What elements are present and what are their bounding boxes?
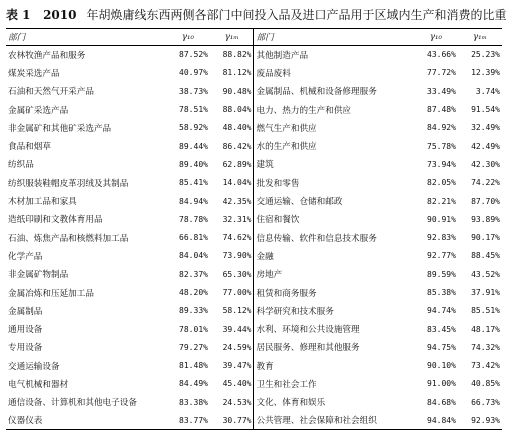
left-gamma-im-value: 74.62% bbox=[222, 233, 252, 243]
left-gamma-io-value: 78.51% bbox=[179, 105, 208, 115]
right-gamma-io-value: 73.94% bbox=[427, 159, 456, 169]
right-gamma-im-value: 92.93% bbox=[471, 415, 500, 425]
right-dept-name: 其他制造产品 bbox=[254, 46, 414, 64]
caption-text: 年胡焕庸线东西两侧各部门中间投入品及进口产品用于区域内生产和消费的比重 bbox=[86, 8, 506, 22]
left-dept-name: 石油、炼焦产品和核燃料加工品 bbox=[8, 233, 129, 244]
left-dept-name: 非金属矿物制品 bbox=[8, 270, 69, 281]
left-gamma-im-value: 86.42% bbox=[222, 141, 252, 151]
caption-year: 2010 bbox=[43, 8, 77, 22]
table-body bbox=[6, 46, 502, 430]
right-gamma-io-value: 84.68% bbox=[427, 397, 456, 407]
right-gamma-io-value: 43.66% bbox=[427, 50, 456, 60]
right-dept-name: 住宿和餐饮 bbox=[254, 210, 414, 228]
left-gamma-im-value: 39.44% bbox=[222, 324, 252, 334]
right-gamma-im-value: 42.49% bbox=[471, 141, 500, 151]
right-gamma-io-value: 33.49% bbox=[427, 86, 456, 96]
right-gamma-io-value: 89.59% bbox=[427, 269, 456, 279]
right-gamma-im-value: 42.30% bbox=[471, 159, 500, 169]
left-gamma-im-value: 45.40% bbox=[222, 379, 252, 389]
right-gamma-im-value: 73.42% bbox=[471, 361, 500, 371]
left-gamma-im-value: 88.04% bbox=[222, 105, 252, 115]
right-dept-name: 批发和零售 bbox=[254, 174, 414, 192]
table-row bbox=[6, 100, 502, 118]
header-dept-right: 部门 bbox=[254, 29, 414, 46]
table-row bbox=[6, 192, 502, 210]
table-number bbox=[6, 8, 76, 22]
right-gamma-im-value: 88.45% bbox=[471, 251, 500, 261]
right-dept-name: 水利、环境和公共设施管理 bbox=[254, 320, 414, 338]
left-gamma-io-value: 82.37% bbox=[179, 269, 208, 279]
left-gamma-im-value: 77.00% bbox=[222, 288, 252, 297]
left-dept-name: 金属制品 bbox=[8, 306, 43, 317]
left-gamma-io-value: 83.38% bbox=[179, 397, 208, 407]
table-caption bbox=[6, 5, 506, 25]
left-gamma-io-value: 84.49% bbox=[179, 379, 208, 389]
right-dept-name: 水的生产和供应 bbox=[254, 137, 414, 155]
left-dept-name: 造纸印刷和文教体育用品 bbox=[8, 215, 103, 226]
header-gamma-io-left: γ₁₀ bbox=[181, 32, 194, 42]
left-gamma-io-value: 84.04% bbox=[179, 251, 208, 261]
right-gamma-io-value: 85.38% bbox=[427, 288, 456, 297]
right-dept-name: 信息传输、软件和信息技术服务 bbox=[254, 228, 414, 246]
right-gamma-io-value: 90.91% bbox=[427, 214, 456, 224]
table-row bbox=[6, 228, 502, 246]
left-gamma-im-value: 24.59% bbox=[222, 342, 252, 352]
left-dept-name: 农林牧渔产品和服务 bbox=[8, 50, 86, 61]
right-gamma-im-value: 43.52% bbox=[471, 269, 500, 279]
right-gamma-io-value: 94.84% bbox=[427, 415, 456, 425]
table-row bbox=[6, 155, 502, 173]
right-gamma-io-value: 92.83% bbox=[427, 233, 456, 243]
table-row bbox=[6, 174, 502, 192]
left-dept-name: 专用设备 bbox=[8, 343, 43, 354]
right-dept-name: 电力、热力的生产和供应 bbox=[254, 100, 414, 118]
right-gamma-im-value: 90.17% bbox=[471, 233, 500, 243]
data-table bbox=[6, 28, 502, 430]
left-gamma-io-value: 84.94% bbox=[179, 196, 208, 206]
left-dept-name: 纺织服装鞋帽皮革羽绒及其制品 bbox=[8, 178, 129, 189]
table-row bbox=[6, 247, 502, 265]
right-dept-name: 教育 bbox=[254, 357, 414, 375]
left-gamma-io-value: 66.81% bbox=[179, 233, 208, 243]
left-gamma-io-value: 81.48% bbox=[179, 361, 208, 371]
table-row bbox=[6, 283, 502, 301]
right-gamma-im-value: 66.73% bbox=[471, 397, 500, 407]
left-dept-name: 金属矿采选产品 bbox=[8, 105, 69, 116]
left-dept-name: 木材加工品和家具 bbox=[8, 197, 77, 208]
header-gamma-io-right: γ₁₀ bbox=[429, 32, 442, 42]
right-gamma-io-value: 94.75% bbox=[427, 342, 456, 352]
right-dept-name: 金融 bbox=[254, 247, 414, 265]
left-gamma-io-value: 89.33% bbox=[179, 306, 208, 316]
left-gamma-im-value: 42.35% bbox=[222, 196, 252, 206]
table-row bbox=[6, 82, 502, 100]
right-dept-name: 科学研究和技术服务 bbox=[254, 302, 414, 320]
right-gamma-io-value: 82.05% bbox=[427, 178, 456, 188]
left-gamma-im-value: 48.40% bbox=[222, 123, 252, 133]
right-gamma-io-value: 83.45% bbox=[427, 324, 456, 334]
left-dept-name: 通用设备 bbox=[8, 325, 43, 336]
right-dept-name: 卫生和社会工作 bbox=[254, 375, 414, 393]
table-row bbox=[6, 320, 502, 338]
right-gamma-im-value: 74.32% bbox=[471, 342, 500, 352]
left-gamma-io-value: 58.92% bbox=[179, 123, 208, 133]
right-gamma-io-value: 91.00% bbox=[427, 379, 456, 389]
header-dept-left: 部门 bbox=[8, 33, 26, 43]
right-gamma-im-value: 48.17% bbox=[471, 324, 500, 334]
left-gamma-io-value: 48.20% bbox=[179, 288, 208, 297]
table-row bbox=[6, 64, 502, 82]
right-gamma-im-value: 85.51% bbox=[471, 306, 500, 316]
left-dept-name: 食品和烟草 bbox=[8, 142, 51, 153]
table-row bbox=[6, 375, 502, 393]
right-gamma-io-value: 82.21% bbox=[427, 196, 456, 206]
left-gamma-im-value: 88.82% bbox=[222, 50, 252, 60]
left-gamma-im-value: 90.48% bbox=[222, 86, 252, 96]
right-gamma-io-value: 87.48% bbox=[427, 105, 456, 115]
right-gamma-im-value: 74.22% bbox=[471, 178, 500, 188]
left-gamma-im-value: 65.30% bbox=[222, 269, 252, 279]
left-dept-name: 交通运输设备 bbox=[8, 361, 60, 372]
table-number-label: 表 1 bbox=[6, 8, 31, 22]
left-gamma-io-value: 89.44% bbox=[179, 141, 208, 151]
right-dept-name: 文化、体育和娱乐 bbox=[254, 393, 414, 411]
header-gamma-im-right: γ₁ₘ bbox=[473, 32, 487, 42]
right-gamma-im-value: 12.39% bbox=[471, 68, 500, 78]
header-row bbox=[6, 29, 502, 46]
table-row bbox=[6, 338, 502, 356]
left-dept-name: 仪器仪表 bbox=[8, 416, 43, 427]
right-gamma-io-value: 90.10% bbox=[427, 361, 456, 371]
right-dept-name: 公共管理、社会保障和社会组织 bbox=[254, 411, 414, 429]
left-gamma-im-value: 39.47% bbox=[222, 361, 252, 371]
left-gamma-im-value: 32.31% bbox=[222, 214, 252, 224]
left-dept-name: 煤炭采选产品 bbox=[8, 68, 60, 79]
right-dept-name: 交通运输、仓储和邮政 bbox=[254, 192, 414, 210]
table-row bbox=[6, 46, 502, 64]
left-gamma-io-value: 78.78% bbox=[179, 214, 208, 224]
right-gamma-im-value: 32.49% bbox=[471, 123, 500, 133]
right-dept-name: 废品废料 bbox=[254, 64, 414, 82]
left-gamma-io-value: 40.97% bbox=[179, 68, 208, 78]
left-gamma-io-value: 79.27% bbox=[179, 342, 208, 352]
left-gamma-im-value: 81.12% bbox=[222, 68, 252, 78]
right-gamma-im-value: 3.74% bbox=[475, 86, 500, 96]
left-dept-name: 化学产品 bbox=[8, 251, 43, 262]
left-dept-name: 非金属矿和其他矿采选产品 bbox=[8, 123, 112, 134]
left-gamma-im-value: 73.90% bbox=[222, 251, 252, 261]
table-row bbox=[6, 302, 502, 320]
left-gamma-im-value: 14.04% bbox=[222, 178, 252, 188]
left-dept-name: 通信设备、计算机和其他电子设备 bbox=[8, 398, 137, 409]
right-gamma-io-value: 75.78% bbox=[427, 141, 456, 151]
right-gamma-im-value: 37.91% bbox=[471, 288, 500, 297]
table-row bbox=[6, 265, 502, 283]
left-dept-name: 石油和天然气开采产品 bbox=[8, 87, 94, 98]
left-gamma-io-value: 78.01% bbox=[179, 324, 208, 334]
right-dept-name: 金属制品、机械和设备修理服务 bbox=[254, 82, 414, 100]
left-gamma-io-value: 38.73% bbox=[179, 86, 208, 96]
left-dept-name: 电气机械和器材 bbox=[8, 379, 69, 390]
left-gamma-io-value: 87.52% bbox=[179, 50, 208, 60]
left-dept-name: 金属冶炼和压延加工品 bbox=[8, 288, 94, 299]
table-row bbox=[6, 411, 502, 429]
right-dept-name: 建筑 bbox=[254, 155, 414, 173]
right-gamma-io-value: 84.92% bbox=[427, 123, 456, 133]
right-gamma-io-value: 77.72% bbox=[427, 68, 456, 78]
right-dept-name: 居民服务、修理和其他服务 bbox=[254, 338, 414, 356]
left-gamma-io-value: 89.40% bbox=[179, 159, 208, 169]
table-row bbox=[6, 357, 502, 375]
right-gamma-im-value: 25.23% bbox=[471, 50, 500, 60]
left-gamma-io-value: 83.77% bbox=[179, 415, 208, 425]
right-gamma-im-value: 93.89% bbox=[471, 214, 500, 224]
left-gamma-im-value: 62.89% bbox=[222, 159, 252, 169]
table-row bbox=[6, 210, 502, 228]
right-gamma-im-value: 91.54% bbox=[471, 105, 500, 115]
right-dept-name: 租赁和商务服务 bbox=[254, 283, 414, 301]
right-gamma-io-value: 94.74% bbox=[427, 306, 456, 316]
left-gamma-io-value: 85.41% bbox=[179, 178, 208, 188]
left-gamma-im-value: 30.77% bbox=[222, 415, 252, 425]
left-dept-name: 纺织品 bbox=[8, 160, 34, 171]
header-gamma-im-left: γ₁ₘ bbox=[224, 32, 239, 42]
right-gamma-im-value: 40.85% bbox=[471, 379, 500, 389]
table-row bbox=[6, 393, 502, 411]
right-gamma-im-value: 87.70% bbox=[471, 196, 500, 206]
left-gamma-im-value: 58.12% bbox=[222, 306, 252, 316]
table-row bbox=[6, 137, 502, 155]
right-gamma-io-value: 92.77% bbox=[427, 251, 456, 261]
right-dept-name: 燃气生产和供应 bbox=[254, 119, 414, 137]
right-dept-name: 房地产 bbox=[254, 265, 414, 283]
table-row bbox=[6, 119, 502, 137]
left-gamma-im-value: 24.53% bbox=[222, 397, 252, 407]
